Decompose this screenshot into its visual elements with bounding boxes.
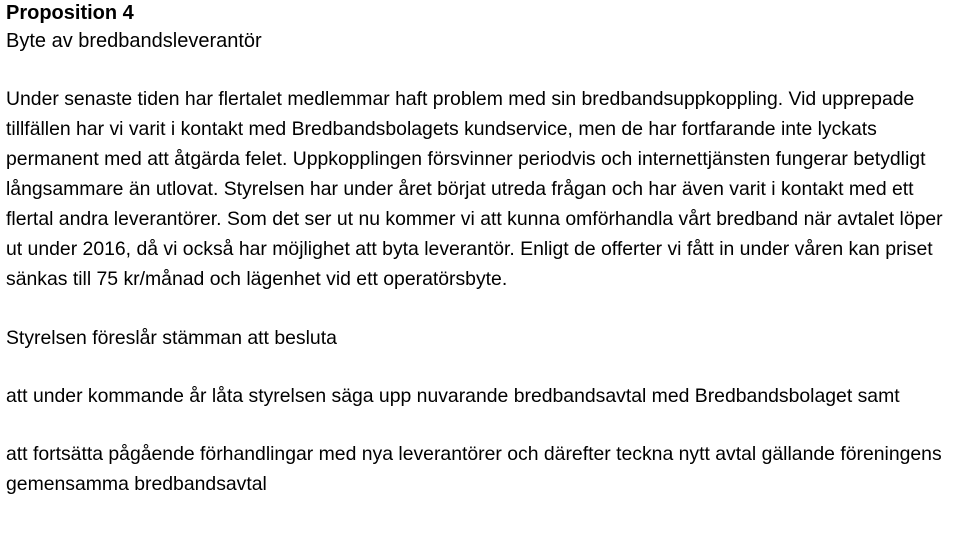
proposition-title: Proposition 4	[6, 2, 134, 24]
proposal-item-1: att under kommande år låta styrelsen säga upp nuvarande bredbandsavtal med Bredbandsbolaget samt	[6, 385, 900, 407]
document-page	[6, 0, 956, 499]
proposition-subtitle: Byte av bredbandsleverantör	[6, 30, 262, 52]
proposal-intro: Styrelsen föreslår stämman att besluta	[6, 327, 337, 349]
background-paragraph: Under senaste tiden har flertalet medlemmar haft problem med sin bredbandsuppkoppling. Vid upprepade tillfällen har vi varit i kontakt med Bredbandsbolagets kundservice, men de har fortfarande inte lyckats permanent med att åtgärda felet. Uppkopplingen försvinner periodvis och internettjänsten fungerar betydligt långsammare än utlovat. Styrelsen har under året börjat utreda frågan och har även varit i kontakt med ett flertal andra leverantörer. Som det ser ut nu kommer vi att kunna omförhandla vårt bredband när avtalet löper ut under 2016, då vi också har möjlighet att byta leverantör. Enligt de offerter vi fått in under våren kan priset sänkas till 75 kr/månad och lägenhet vid ett operatörsbyte.	[6, 88, 943, 290]
proposal-item-2: att fortsätta pågående förhandlingar med nya leverantörer och därefter teckna nytt avtal gällande föreningens gemensamma bredbandsavtal	[6, 443, 942, 495]
